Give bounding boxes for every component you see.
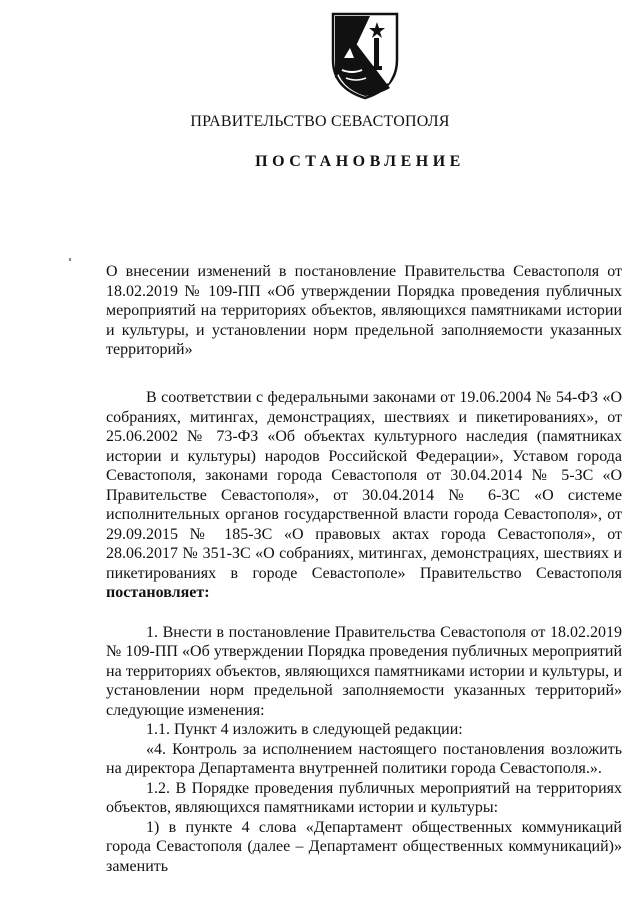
paragraph-item-1: 1. Внести в постановление Правительства Севастополя от 18.02.2019 № 109-ПП «Об утверждении Порядка проведения публичных мероприятий на территориях объектов, являющихся памятниками истории и культуры, и установлении норм предельной заполняемости указанных территорий» следующие изменения: xyxy=(106,623,622,719)
document-subject: О внесении изменений в постановление Правительства Севастополя от 18.02.2019 № 109-ПП «Об утверждении Порядка проведения публичных мероприятий на территориях объектов, являющихся памятниками истории и культуры, и установлении норм предельной заполняемости указанных территорий» xyxy=(106,263,622,358)
paragraph-item-1-1: 1.1. Пункт 4 изложить в следующей редакции: xyxy=(146,721,463,738)
scan-mark xyxy=(69,258,71,261)
sevastopol-coat-of-arms xyxy=(330,8,400,100)
preamble-paragraph xyxy=(106,388,622,603)
paragraph-item-1-2: 1.2. В Порядке проведения публичных мероприятий на территориях объектов, являющихся памятниками истории и культуры: xyxy=(106,779,622,816)
document-body xyxy=(106,388,622,876)
document-type-heading: ПОСТАНОВЛЕНИЕ xyxy=(255,153,465,170)
paragraph-item-1-1-text: «4. Контроль за исполнением настоящего постановления возложить на директора Департамента внутренней политики города Севастополя.». xyxy=(106,740,622,777)
org-name: ПРАВИТЕЛЬСТВО СЕВАСТОПОЛЯ xyxy=(190,113,450,130)
decree-word: постановляет: xyxy=(106,584,210,601)
preamble-text: В соответствии с федеральными законами от 19.06.2004 № 54-ФЗ «О собраниях, митингах, демонстрациях, шествиях и пикетированиях», от 25.06.2002 № 73-ФЗ «Об объектах культурного наследия (памятниках истории и культуры) народов Российской Федерации», Уставом города Севастополя, законами города Севастополя от 30.04.2014 № 5-ЗС «О Правительстве Севастополя», от 30.04.2014 № 6-ЗС «О системе исполнительных органов государственной власти города Севастополя», от 29.09.2015 № 185-ЗС «О правовых актах города Севастополя», от 28.06.2017 № 351-ЗС «О собраниях, митингах, демонстрациях, шествиях и пикетированиях в городе Севастополе» Правительство Севастополя xyxy=(106,389,622,582)
paragraph-item-1-2-1: 1) в пункте 4 слова «Департамент общественных коммуникаций города Севастополя (далее – Департамент общественных коммуникаций)» заменить xyxy=(106,818,622,875)
